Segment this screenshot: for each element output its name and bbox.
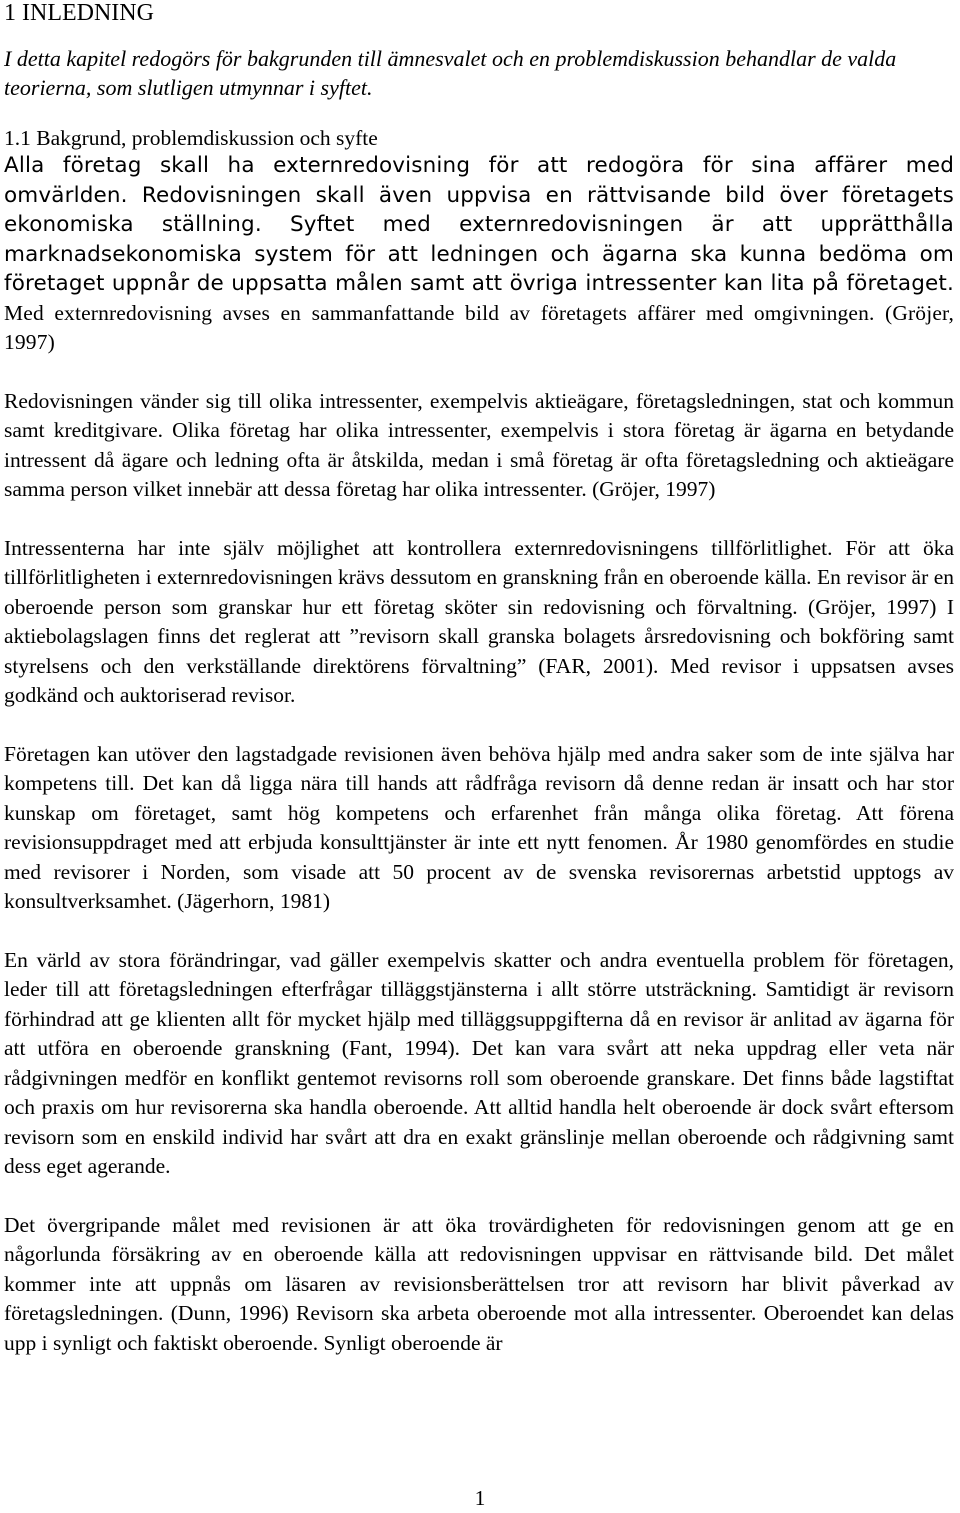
section-heading: 1.1 Bakgrund, problemdiskussion och syfte: [4, 126, 378, 150]
paragraph-background-sans-text: Alla företag skall ha externredovisning för att redogöra för sina affärer med omvärlden. Redovisningen skall även uppvisa en rättvisande bild över företagets ekonomiska ställning. Syftet med externredovisningen är att upprätthålla marknadsekonomiska system för att ledningen och ägarna ska kunna bedöma om företaget uppnår de uppsatta målen samt att övriga intressenter kan lita på företaget.: [4, 153, 954, 296]
paragraph-background-serif-text: Med externredovisning avses en sammanfattande bild av företagets affärer med omgivningen. (Gröjer, 1997): [4, 300, 954, 354]
paragraph-background: [4, 151, 954, 358]
paragraph-stakeholders: Redovisningen vänder sig till olika intressenter, exempelvis aktieägare, företagsledningen, stat och kommun samt kreditgivare. Olika företag har olika intressenter, exempelvis i stora företag är ägarna en betydande intressent då ägare och ledning ofta är åtskilda, medan i små företag är ofta företagsledning och aktieägare samma person vilket innebär att dessa företag har olika intressenter. (Gröjer, 1997): [4, 388, 954, 501]
paragraph-audit-goal: Det övergripande målet med revisionen är att öka trovärdigheten för redovisningen genom att ge en någorlunda försäkring av en oberoende källa att redovisningen uppvisar en rättvisande bild. Det målet kommer inte att uppnås om läsaren av revisionsberättelsen tror att revisorn har blivit påverkad av företagsledningen. (Dunn, 1996) Revisorn ska arbeta oberoende mot alla intressenter. Oberoendet kan delas upp i synligt och faktiskt oberoende. Synligt oberoende är: [4, 1212, 954, 1355]
paragraph-independence: En värld av stora förändringar, vad gäller exempelvis skatter och andra eventuella problem för företagen, leder till att företagsledningen efterfrågar tilläggstjänsterna i allt större utsträckning. Samtidigt är revisorn förhindrad att ge klienten allt för mycket hjälp med tilläggsuppgifterna då en revisor är anlitad av ägarna för att utföra en oberoende granskning (Fant, 1994). Det kan vara svårt att neka uppdrag eller veta när rådgivningen medför en konflikt gentemot revisorns roll som oberoende granskare. Det finns både lagstiftat och praxis om hur revisorerna ska handla oberoende. Att alltid handla helt oberoende är dock svårt eftersom revisorn som en enskild individ har svårt att dra en exakt gränslinje mellan oberoende och rådgivning samt dess eget agerande.: [4, 947, 954, 1178]
paragraph-consulting: Företagen kan utöver den lagstadgade revisionen även behöva hjälp med andra saker som de inte själva har kompetens till. Det kan då ligga nära till hands att rådfråga revisorn då denne redan är insatt och har stor kunskap om företaget, samt hög kompetens och erfarenhet från många olika företag. Att förena revisionsuppdraget med att erbjuda konsulttjänster är inte ett nytt fenomen. År 1980 genomfördes en studie med revisorer i Norden, som visade att 50 procent av de svenska revisorernas arbetstid upptogs av konsultverksamhet. (Jägerhorn, 1981): [4, 741, 954, 913]
page-number: 1: [474, 1486, 486, 1510]
chapter-heading: 1 INLEDNING: [4, 0, 154, 26]
paragraph-auditor: Intressenterna har inte själv möjlighet att kontrollera externredovisningens tillförlitlighet. För att öka tillförlitligheten i externredovisningen krävs dessutom en granskning från en oberoende källa. En revisor är en oberoende person som granskar hur ett företag sköter sin redovisning och förvaltning. (Gröjer, 1997) I aktiebolagslagen finns det reglerat att ”revisorn skall granska bolagets årsredovisning och bokföring samt styrelsens och den verkställande direktörens förvaltning” (FAR, 2001). Med revisor i uppsatsen avses godkänd och auktoriserad revisor.: [4, 535, 954, 707]
document-page: [4, 0, 954, 1358]
chapter-intro: I detta kapitel redogörs för bakgrunden till ämnesvalet och en problemdiskussion behandlar de valda teorierna, som slutligen utmynnar i syftet.: [4, 46, 897, 100]
